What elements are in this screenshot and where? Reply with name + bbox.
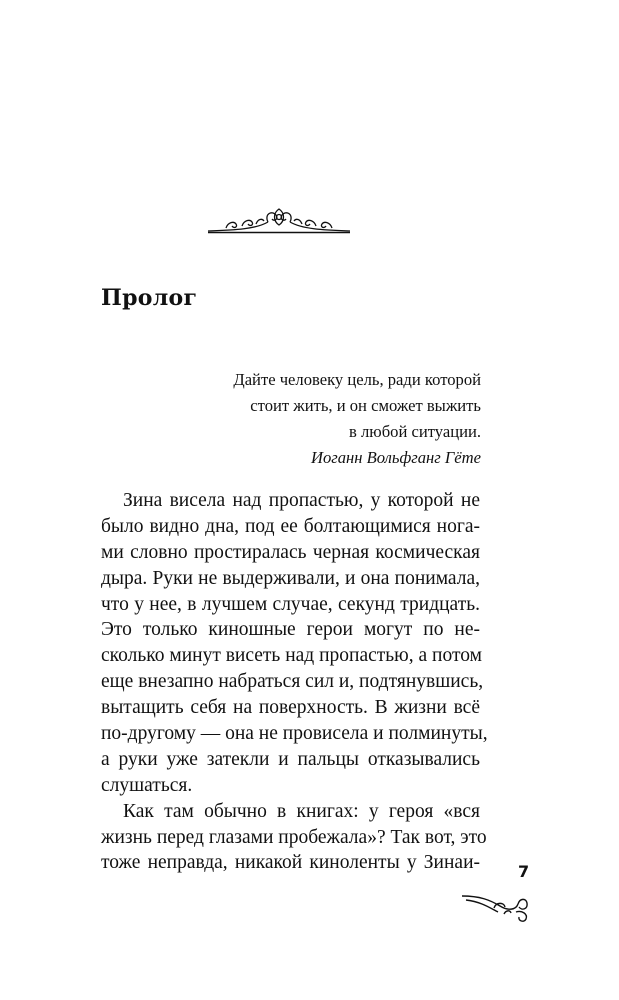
body-line: Зина висела над пропастью, у которой не bbox=[123, 490, 480, 511]
flourish-ornament-icon bbox=[460, 888, 532, 924]
epigraph-line: стоит жить, и он сможет выжить bbox=[250, 396, 481, 415]
scroll-ornament-icon bbox=[206, 204, 352, 236]
body-line: по-другому — она не провисела и полминуты, bbox=[101, 723, 488, 745]
body-line: было видно дна, под ее болтающимися нога- bbox=[101, 515, 480, 537]
body-line: еще внезапно набраться сил и, подтянувшись, bbox=[101, 671, 484, 693]
body-text bbox=[101, 488, 488, 876]
epigraph-author: Иоганн Вольфганг Гёте bbox=[310, 448, 481, 467]
body-line: дыра. Руки не выдерживали, и она понимала, bbox=[101, 567, 480, 589]
body-line: ми словно простиралась черная космическая bbox=[101, 541, 480, 563]
body-line: слушаться. bbox=[101, 774, 193, 796]
body-line: сколько минут висеть над пропастью, а потом bbox=[101, 645, 482, 667]
body-line: что у нее, в лучшем случае, секунд тридцать. bbox=[101, 593, 480, 615]
epigraph-line: в любой ситуации. bbox=[349, 422, 481, 441]
body-line: Это только киношные герои могут по не- bbox=[101, 619, 480, 641]
body-line: жизнь перед глазами пробежала»? Так вот, это bbox=[101, 826, 487, 848]
body-line: вытащить себя на поверхность. В жизни всё bbox=[101, 697, 480, 719]
body-line: а руки уже затекли и пальцы отказывались bbox=[101, 748, 480, 770]
body-line: тоже неправда, никакой киноленты у Зинаи- bbox=[101, 852, 480, 874]
page-number: 7 bbox=[518, 862, 530, 881]
epigraph-line: Дайте человеку цель, ради которой bbox=[233, 370, 481, 389]
body-line: Как там обычно в книгах: у героя «вся bbox=[123, 800, 480, 822]
chapter-heading: Пролог bbox=[101, 285, 198, 311]
epigraph bbox=[141, 367, 481, 471]
